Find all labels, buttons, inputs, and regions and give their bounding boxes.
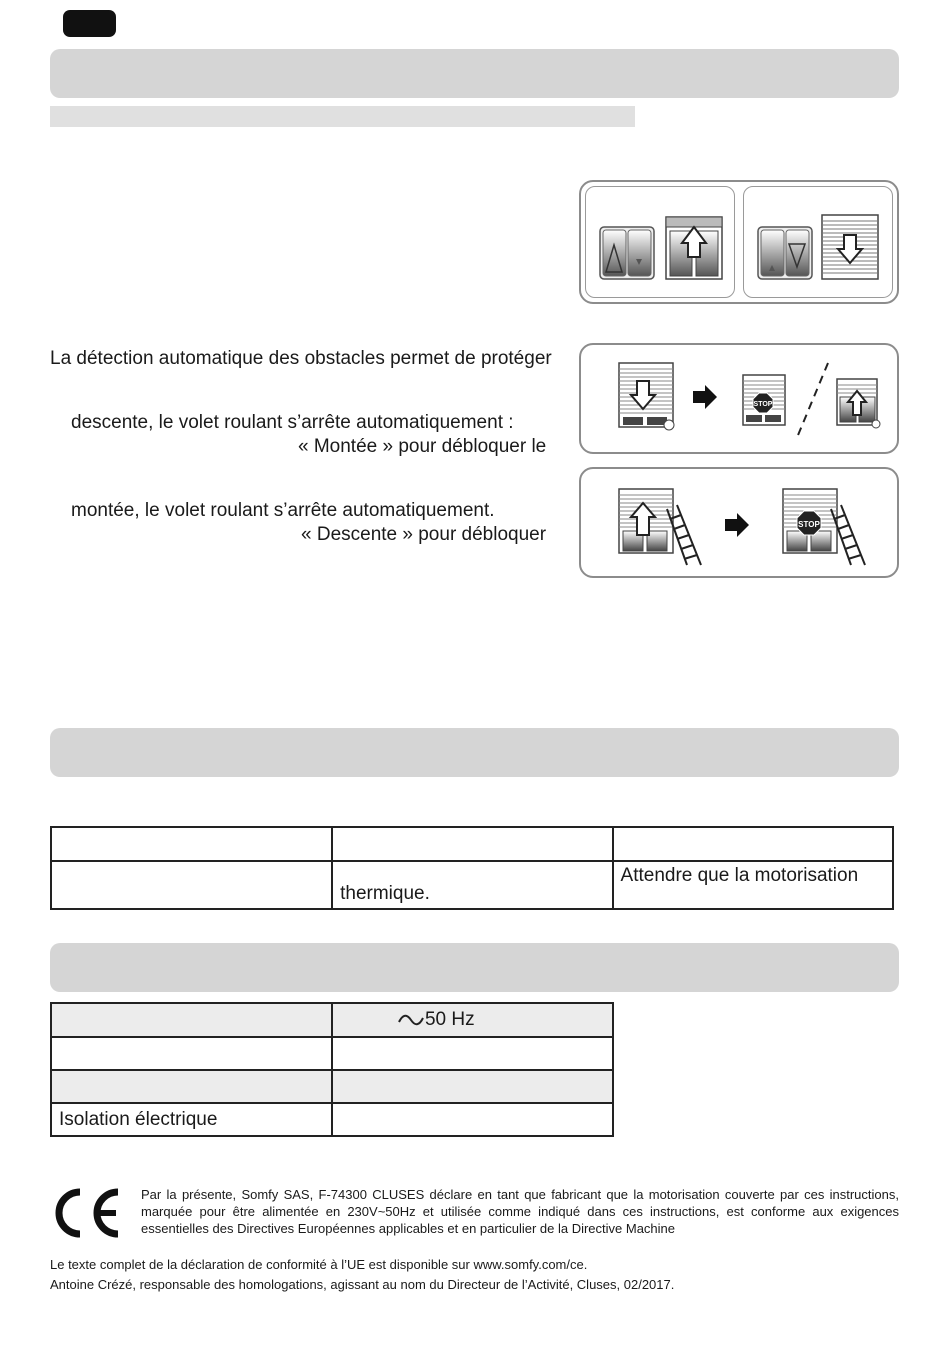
table-cell: thermique. <box>332 861 612 909</box>
stop-sign-label-2: STOP <box>798 520 820 529</box>
ce-mark-icon <box>50 1187 122 1239</box>
table-cell: Isolation électrique <box>51 1103 332 1136</box>
table-row <box>51 827 893 861</box>
table-cell: Attendre que la motorisation <box>613 861 893 909</box>
table-cell <box>332 827 612 861</box>
switch-up-icon <box>586 187 736 299</box>
section-header-band-2 <box>50 728 899 777</box>
table-cell <box>51 1003 332 1037</box>
section-header-band-3 <box>50 943 899 992</box>
ascent-line-1: montée, le volet roulant s’arrête automatiquement. <box>71 500 495 521</box>
specs-table <box>50 1002 614 1137</box>
table-cell <box>332 1103 613 1136</box>
switch-illustration-panel <box>579 180 899 304</box>
table-row <box>51 861 893 909</box>
table-row <box>51 1103 613 1136</box>
descent-obstacle-panel <box>579 343 899 454</box>
table-cell <box>51 827 332 861</box>
descent-line-1: descente, le volet roulant s’arrête automatiquement : <box>71 412 514 433</box>
stop-sign-label: STOP <box>753 401 773 408</box>
table-row <box>51 1037 613 1070</box>
table-cell <box>51 861 332 909</box>
table-cell <box>51 1037 332 1070</box>
ascent-obstacle-illustration <box>581 469 897 576</box>
declaration-paragraph: Par la présente, Somfy SAS, F-74300 CLUSES déclare en tant que fabricant que la motorisation couverte par ces instructions, marquée pour être alimentée en 230V~50Hz et utilisée comme indiqué dans ces instructions, est conforme aux exigences essentielles des Directives Européennes applicables et en particulier de la Directive Machine <box>141 1187 899 1236</box>
table-cell <box>613 827 893 861</box>
table-cell <box>332 1037 613 1070</box>
table-cell <box>332 1003 613 1037</box>
troubleshoot-table <box>50 826 894 910</box>
switch-down-card <box>743 186 893 298</box>
obstacle-detection-line: La détection automatique des obstacles permet de protéger <box>50 348 552 369</box>
switch-up-card <box>585 186 735 298</box>
switch-down-icon <box>744 187 894 299</box>
descent-obstacle-illustration <box>581 345 897 452</box>
table-row <box>51 1070 613 1103</box>
ascent-line-2: « Descente » pour débloquer <box>301 524 547 545</box>
language-tab <box>63 10 116 37</box>
declaration-full-text-line: Le texte complet de la déclaration de conformité à l’UE est disponible sur www.somfy.com/ce. <box>50 1257 588 1272</box>
descent-line-2: « Montée » pour débloquer le <box>298 436 547 457</box>
table-cell <box>51 1070 332 1103</box>
table-cell <box>332 1070 613 1103</box>
ac-tilde-icon <box>397 1013 425 1027</box>
subheader-band <box>50 106 635 127</box>
ascent-obstacle-panel <box>579 467 899 578</box>
frequency-value: 50 Hz <box>424 1009 475 1030</box>
section-header-band-1 <box>50 49 899 98</box>
declaration-signatory-line: Antoine Crézé, responsable des homologations, agissant au nom du Directeur de l’Activité, Cluses, 02/2017. <box>50 1277 675 1292</box>
table-row <box>51 1003 613 1037</box>
